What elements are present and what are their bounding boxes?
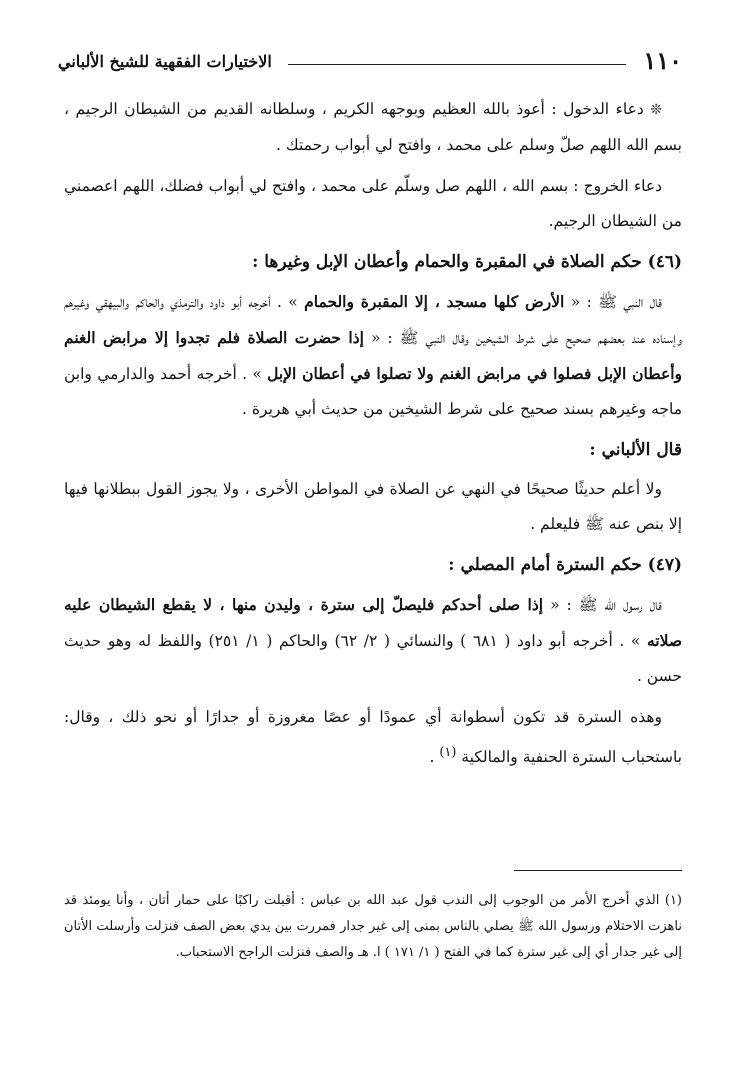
page-header [58,42,686,82]
albani-heading: قال الألباني : [589,440,682,460]
bullet-marker: ❊ [650,102,662,118]
entry-dua-text: دعاء الدخول : أعوذ بالله العظيم وبوجهه الكريم ، وسلطانه القديم من الشيطان الرجيم ، بسم الله اللهم صلّ وسلم على محمد ، وافتح لي أبواب رحمتك . [64,100,682,154]
footnote-reference[interactable]: (١) [439,745,457,760]
hadith-intro-3: قال رسول الله ﷺ : « [550,596,662,614]
section-heading-47: (٤٧) حكم السترة أمام المصلي : [448,555,682,575]
hadith-text-2: إذا حضرت الصلاة فلم تجدوا إلا مرابض الغنم وأعطان الإبل فصلوا في مرابض الغنم ولا تصلوا في أعطان الإبل [64,328,682,383]
sutra-types-end: . [429,748,435,767]
header-rule [288,64,626,65]
footnote-section [64,888,682,966]
hadith-citation-1: » . أخرجه أبو داود والترمذي والحاكم والبيهقي وغيرهم وإسناده عند بعضهم صحيح على شرط الشيخين وقال النبي ﷺ : « [64,293,683,347]
hadith-citation-2: » . أخرجه أحمد والدارمي وابن ماجه وغيرهم بسند صحيح على شرط الشيخين من حديث أبي هريرة . [64,365,682,418]
paragraph-albani-opinion: ولا أعلم حديثًا صحيحًا في النهي عن الصلاة في المواطن الأخرى ، ولا يجوز القول ببطلانها فيها إلا بنص عنه ﷺ فليعلم . [64,480,682,533]
footnote-separator [514,870,682,871]
section-heading-46: (٤٦) حكم الصلاة في المقبرة والحمام وأعطان الإبل وغيرها : [252,252,682,272]
sutra-types-text: وهذه السترة قد تكون أسطوانة أي عمودًا أو عصًا مغروزة أو جدارًا أو نحو ذلك ، وقال: باستحباب السترة الحنفية والمالكية [64,708,682,767]
running-title: الاختيارات الفقهية للشيخ الألباني [58,52,272,71]
hadith-citation-3: » . أخرجه أبو داود ( ٦٨١ ) والنسائي ( ٢/ ٦٢) والحاكم ( ١/ ٢٥١) واللفظ له وهو حديث حسن . [64,632,682,685]
paragraph-sutra-hadith [64,587,682,694]
hadith-text-1: الأرض كلها مسجد ، إلا المقبرة والحمام [304,292,565,311]
main-text [64,92,682,781]
paragraph-entry-dua [64,92,682,163]
page-number: ١١٠ [643,46,682,75]
hadith-intro-1: قال النبي ﷺ : « [570,293,662,311]
paragraph-sutra-types [64,700,682,775]
paragraph-hadith-places [64,284,682,427]
hadith-text-3: إذا صلى أحدكم فليصلّ إلى سترة ، وليدن منها ، لا يقطع الشيطان عليه صلاته [64,595,683,650]
footnote-1: (١) الذي أخرج الأمر من الوجوب إلى الندب قول عبد الله بن عباس : أقبلت راكبًا على حمار أتان ، وأنا يومئذ قد ناهزت الاحتلام ورسول الله ﷺ يصلي بالناس بمنى إلى غير جدار فمررت بين يدي بعض الصف فنزلت وأرسلت الأتان إلى غير جدار أي إلى غير سترة كما في الفتح ( ١/ ١٧١ ) ا. هـ والصف فنزلت الراجح الاستحباب. [64,893,682,960]
paragraph-exit-dua: دعاء الخروج : بسم الله ، اللهم صل وسلّم على محمد ، وافتح لي أبواب فضلك، اللهم اعصمني من الشيطان الرجيم. [64,177,682,230]
